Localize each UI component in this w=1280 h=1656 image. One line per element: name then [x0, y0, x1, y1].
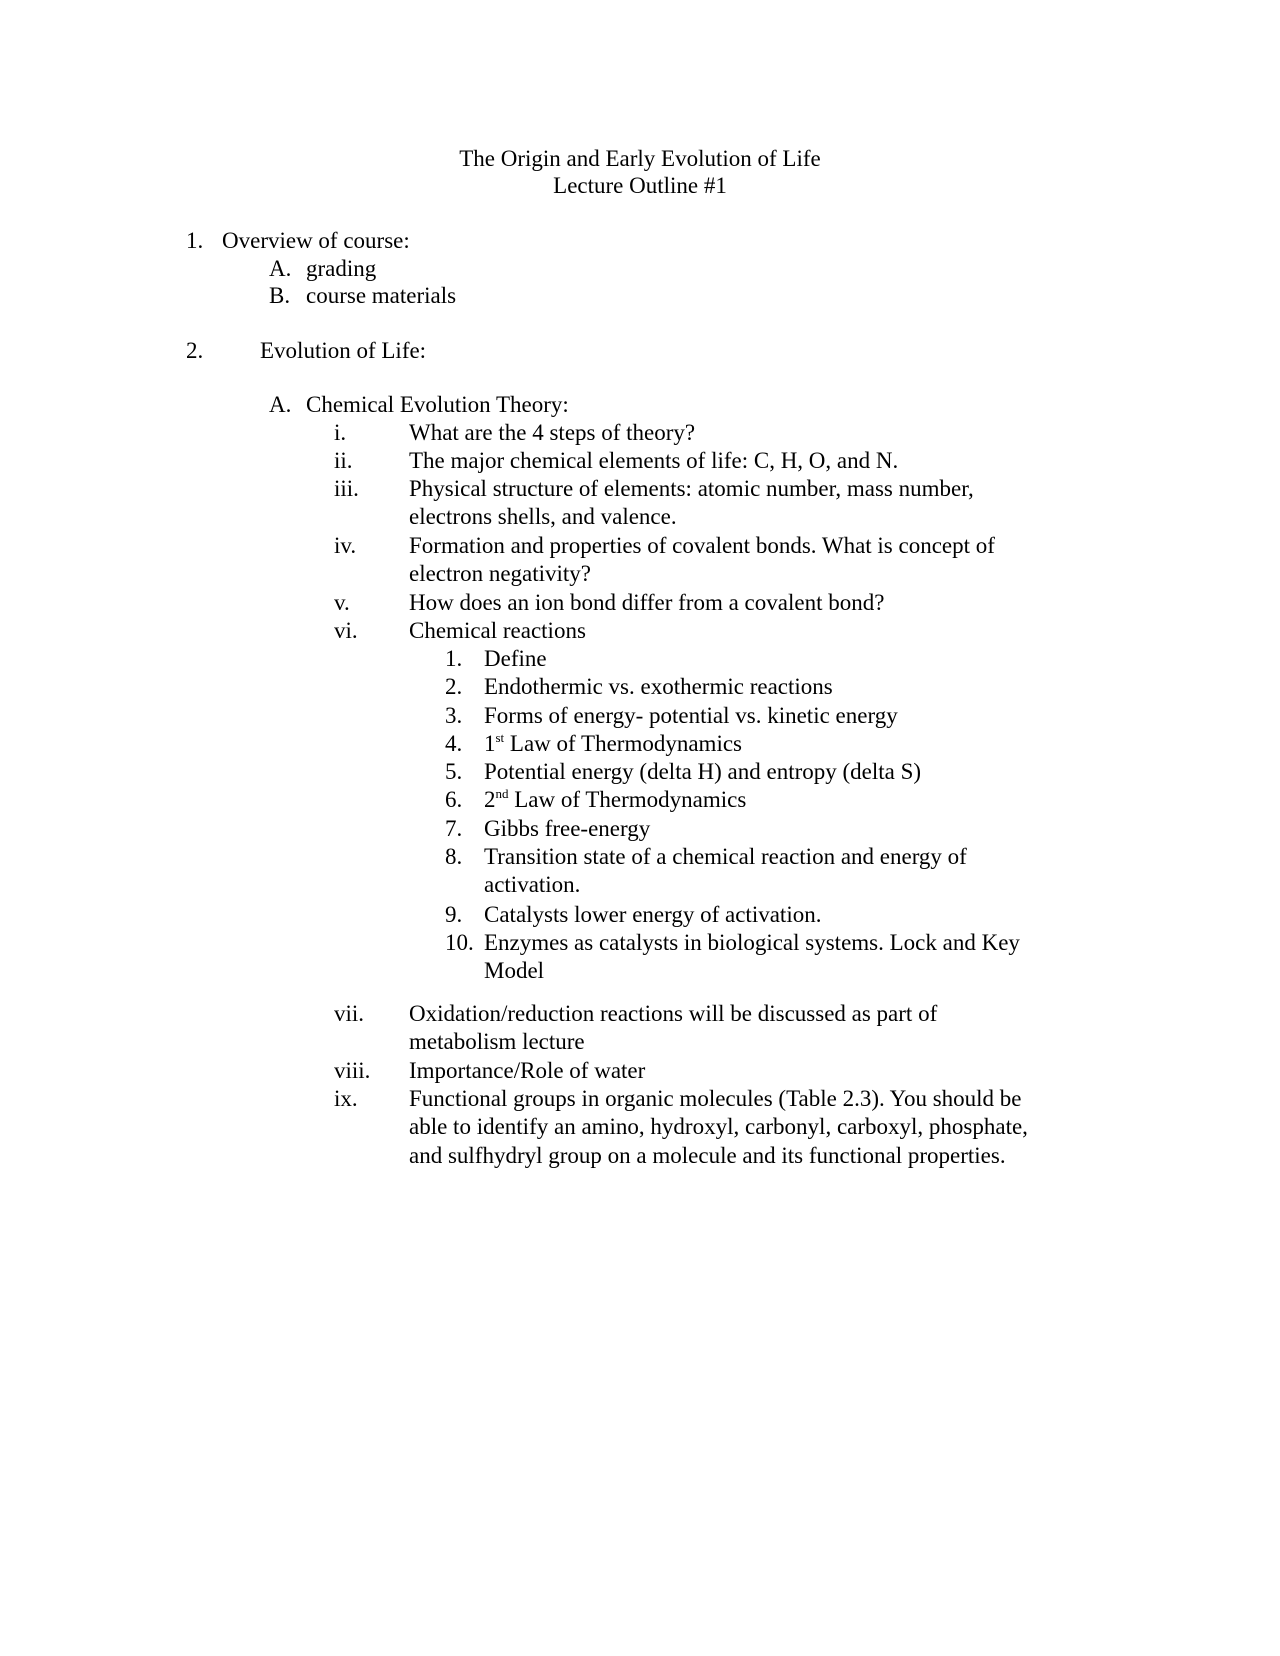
reaction-text	[484, 730, 742, 761]
ordinal-suffix: nd	[495, 786, 509, 801]
reaction-text: Model	[484, 958, 545, 984]
ordinal-number: 1	[484, 731, 496, 756]
section-2-heading: Evolution of Life:	[260, 338, 427, 363]
roman-item-text: Importance/Role of water	[409, 1058, 646, 1083]
roman-item-text: What are the 4 steps of theory?	[409, 420, 696, 445]
ordinal-suffix: st	[495, 730, 505, 745]
roman-item-text: Chemical reactions	[409, 618, 586, 643]
document-subtitle: Lecture Outline #1	[553, 173, 727, 198]
roman-item-marker: ix.	[334, 1086, 358, 1111]
reaction-text: Transition state of a chemical reaction and energy of	[484, 844, 967, 869]
document-title: The Origin and Early Evolution of Life	[459, 146, 821, 171]
reaction-number: 2.	[445, 674, 463, 699]
roman-item-marker: vi.	[334, 618, 358, 643]
reaction-number: 6.	[445, 787, 463, 812]
section-2-a-text: Chemical Evolution Theory:	[306, 392, 569, 417]
roman-item-text: and sulfhydryl group on a molecule and its functional properties.	[409, 1142, 1006, 1168]
reaction-text: Forms of energy- potential vs. kinetic energy	[484, 703, 898, 728]
reaction-text	[484, 786, 746, 817]
roman-item-text: Oxidation/reduction reactions will be discussed as part of	[409, 1001, 938, 1026]
roman-item-text: Formation and properties of covalent bonds. What is concept of	[409, 533, 995, 558]
roman-item-text: electron negativity?	[409, 561, 592, 587]
reaction-text-rest: Law of Thermodynamics	[508, 787, 747, 812]
reaction-text: Define	[484, 646, 547, 671]
section-2-a-marker: A.	[269, 392, 292, 417]
reaction-number: 10.	[445, 930, 474, 955]
roman-item-marker: iv.	[334, 533, 357, 558]
reaction-number: 7.	[445, 816, 463, 841]
reaction-number: 4.	[445, 731, 463, 756]
roman-item-marker: iii.	[334, 476, 359, 501]
roman-item-text: The major chemical elements of life: C, H, O, and N.	[409, 448, 899, 473]
roman-item-marker: viii.	[334, 1058, 371, 1083]
roman-item-text: electrons shells, and valence.	[409, 504, 677, 530]
roman-item-text: How does an ion bond differ from a covalent bond?	[409, 590, 885, 615]
roman-item-marker: ii.	[334, 448, 353, 473]
reaction-number: 8.	[445, 844, 463, 869]
section-1-heading: Overview of course:	[222, 228, 410, 253]
section-1-a-text: grading	[306, 256, 377, 281]
section-2-number: 2.	[186, 338, 204, 363]
reaction-text-rest: Law of Thermodynamics	[504, 731, 742, 756]
reaction-number: 1.	[445, 646, 463, 671]
reaction-number: 3.	[445, 703, 463, 728]
reaction-text: Catalysts lower energy of activation.	[484, 902, 822, 927]
reaction-text: Potential energy (delta H) and entropy (delta S)	[484, 759, 922, 784]
roman-item-text: Physical structure of elements: atomic number, mass number,	[409, 476, 974, 501]
reaction-number: 5.	[445, 759, 463, 784]
section-1-b-text: course materials	[306, 283, 457, 308]
section-1-b-marker: B.	[269, 283, 291, 308]
reaction-number: 9.	[445, 902, 463, 927]
roman-item-text: able to identify an amino, hydroxyl, carbonyl, carboxyl, phosphate,	[409, 1114, 1028, 1140]
section-1-a-marker: A.	[269, 256, 292, 281]
roman-item-text: metabolism lecture	[409, 1029, 585, 1055]
roman-item-text: Functional groups in organic molecules (Table 2.3). You should be	[409, 1086, 1022, 1111]
ordinal-number: 2	[484, 787, 496, 812]
section-1-number: 1.	[186, 228, 204, 253]
reaction-text: Gibbs free-energy	[484, 816, 651, 841]
reaction-text: Endothermic vs. exothermic reactions	[484, 674, 833, 699]
roman-item-marker: i.	[334, 420, 347, 445]
reaction-text: Enzymes as catalysts in biological systems. Lock and Key	[484, 930, 1020, 955]
roman-item-marker: v.	[334, 590, 350, 615]
reaction-text: activation.	[484, 872, 581, 898]
roman-item-marker: vii.	[334, 1001, 365, 1026]
